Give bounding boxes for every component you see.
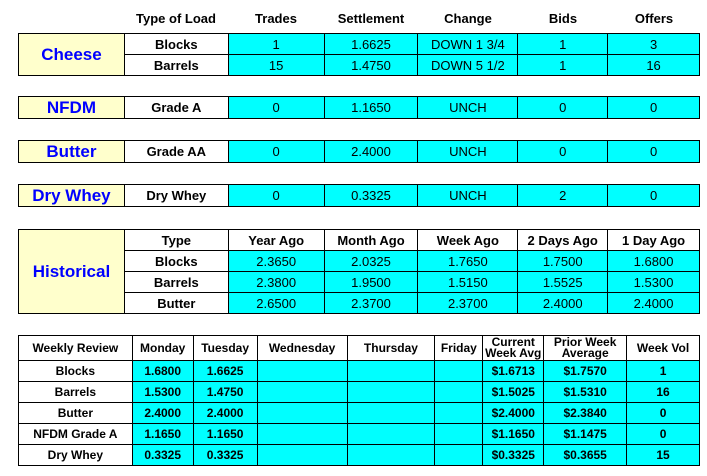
bids-value: 1 bbox=[518, 55, 608, 76]
col-header: 1 Day Ago bbox=[608, 230, 700, 251]
value-cell: 1.5300 bbox=[608, 272, 700, 293]
nfdm-row bbox=[19, 97, 700, 119]
value-cell: 2.3650 bbox=[228, 251, 324, 272]
settlement-value: 1.1650 bbox=[324, 97, 418, 119]
value-cell bbox=[347, 403, 435, 424]
type-cell: Blocks bbox=[124, 251, 228, 272]
load-type: Blocks bbox=[124, 34, 228, 55]
value-cell bbox=[435, 424, 483, 445]
change-value: DOWN 5 1/2 bbox=[418, 55, 518, 76]
value-cell: 1.6625 bbox=[193, 361, 257, 382]
change-value: UNCH bbox=[418, 141, 518, 163]
trades-value: 15 bbox=[228, 55, 324, 76]
weekly-row-barrels bbox=[19, 382, 700, 403]
col-header: Month Ago bbox=[324, 230, 418, 251]
col-header: Monday bbox=[132, 336, 193, 361]
value-cell: 1.1650 bbox=[193, 424, 257, 445]
header-trades: Trades bbox=[255, 11, 297, 26]
butter-table bbox=[18, 140, 700, 163]
change-value: UNCH bbox=[418, 97, 518, 119]
header-bids: Bids bbox=[548, 11, 578, 26]
type-cell: Barrels bbox=[124, 272, 228, 293]
value-cell: 2.4000 bbox=[193, 403, 257, 424]
value-cell: $1.5025 bbox=[483, 382, 544, 403]
value-cell: 1 bbox=[627, 361, 700, 382]
col-header: Year Ago bbox=[228, 230, 324, 251]
col-header: 2 Days Ago bbox=[518, 230, 608, 251]
col-header: Tuesday bbox=[193, 336, 257, 361]
trades-value: 0 bbox=[228, 97, 324, 119]
value-cell: 1.6800 bbox=[608, 251, 700, 272]
drywhey-label: Dry Whey bbox=[19, 185, 125, 207]
value-cell: 2.6500 bbox=[228, 293, 324, 314]
cheese-table bbox=[18, 33, 700, 76]
value-cell: $1.1650 bbox=[483, 424, 544, 445]
bids-value: 2 bbox=[518, 185, 608, 207]
historical-label: Historical bbox=[19, 230, 125, 314]
weekly-row-butter bbox=[19, 403, 700, 424]
historical-table bbox=[18, 229, 700, 314]
value-cell bbox=[347, 424, 435, 445]
value-cell: $1.5310 bbox=[544, 382, 627, 403]
col-header: Week Ago bbox=[418, 230, 518, 251]
product-cell: Butter bbox=[19, 403, 133, 424]
offers-value: 0 bbox=[608, 141, 700, 163]
value-cell: 1.7500 bbox=[518, 251, 608, 272]
change-value: UNCH bbox=[418, 185, 518, 207]
settlement-value: 2.4000 bbox=[324, 141, 418, 163]
value-cell: $0.3655 bbox=[544, 445, 627, 466]
weekly-row-drywhey bbox=[19, 445, 700, 466]
cheese-row-blocks bbox=[19, 34, 700, 55]
weekly-header-row bbox=[19, 336, 700, 361]
offers-value: 3 bbox=[608, 34, 700, 55]
value-cell: $2.3840 bbox=[544, 403, 627, 424]
weekly-review-table bbox=[18, 335, 700, 466]
load-type: Barrels bbox=[124, 55, 228, 76]
nfdm-label: NFDM bbox=[19, 97, 125, 119]
cheese-label: Cheese bbox=[19, 34, 125, 76]
historical-header-row bbox=[19, 230, 700, 251]
value-cell bbox=[347, 361, 435, 382]
header-offers: Offers bbox=[634, 11, 674, 26]
load-type: Grade A bbox=[124, 97, 228, 119]
value-cell: 1.4750 bbox=[193, 382, 257, 403]
change-value: DOWN 1 3/4 bbox=[418, 34, 518, 55]
value-cell: $2.4000 bbox=[483, 403, 544, 424]
value-cell bbox=[257, 361, 347, 382]
value-cell: 1.1650 bbox=[132, 424, 193, 445]
drywhey-row bbox=[19, 185, 700, 207]
drywhey-table bbox=[18, 184, 700, 207]
trades-value: 1 bbox=[228, 34, 324, 55]
col-header: Current Week Avg bbox=[483, 336, 544, 361]
col-header: Prior Week Average bbox=[544, 336, 627, 361]
col-header: Wednesday bbox=[257, 336, 347, 361]
header-type-of-load: Type of Load bbox=[136, 11, 216, 26]
value-cell: $1.1475 bbox=[544, 424, 627, 445]
value-cell bbox=[257, 403, 347, 424]
product-cell: Barrels bbox=[19, 382, 133, 403]
load-type: Dry Whey bbox=[124, 185, 228, 207]
value-cell: 2.0325 bbox=[324, 251, 418, 272]
trades-value: 0 bbox=[228, 185, 324, 207]
offers-value: 0 bbox=[608, 185, 700, 207]
value-cell: 2.4000 bbox=[132, 403, 193, 424]
product-cell: NFDM Grade A bbox=[19, 424, 133, 445]
trades-value: 0 bbox=[228, 141, 324, 163]
value-cell: 1.5525 bbox=[518, 272, 608, 293]
load-type: Grade AA bbox=[124, 141, 228, 163]
value-cell: 0.3325 bbox=[193, 445, 257, 466]
settlement-value: 1.4750 bbox=[324, 55, 418, 76]
product-cell: Blocks bbox=[19, 361, 133, 382]
col-header: Week Vol bbox=[627, 336, 700, 361]
value-cell: 16 bbox=[627, 382, 700, 403]
bids-value: 1 bbox=[518, 34, 608, 55]
butter-label: Butter bbox=[19, 141, 125, 163]
value-cell: 1.9500 bbox=[324, 272, 418, 293]
weekly-row-blocks bbox=[19, 361, 700, 382]
value-cell bbox=[257, 424, 347, 445]
value-cell: $1.7570 bbox=[544, 361, 627, 382]
value-cell bbox=[435, 382, 483, 403]
col-header: Thursday bbox=[347, 336, 435, 361]
settlement-value: 1.6625 bbox=[324, 34, 418, 55]
value-cell: 15 bbox=[627, 445, 700, 466]
value-cell: 0 bbox=[627, 424, 700, 445]
bids-value: 0 bbox=[518, 97, 608, 119]
value-cell bbox=[347, 445, 435, 466]
type-cell: Butter bbox=[124, 293, 228, 314]
col-header: Friday bbox=[435, 336, 483, 361]
value-cell: 1.5300 bbox=[132, 382, 193, 403]
value-cell bbox=[435, 403, 483, 424]
offers-value: 0 bbox=[608, 97, 700, 119]
value-cell: 0 bbox=[627, 403, 700, 424]
value-cell: $1.6713 bbox=[483, 361, 544, 382]
col-header: Weekly Review bbox=[19, 336, 133, 361]
value-cell: 2.3700 bbox=[418, 293, 518, 314]
value-cell: 1.6800 bbox=[132, 361, 193, 382]
value-cell: 2.4000 bbox=[608, 293, 700, 314]
product-cell: Dry Whey bbox=[19, 445, 133, 466]
offers-value: 16 bbox=[608, 55, 700, 76]
col-header: Type bbox=[124, 230, 228, 251]
bids-value: 0 bbox=[518, 141, 608, 163]
header-settlement: Settlement bbox=[337, 11, 405, 26]
value-cell bbox=[347, 382, 435, 403]
value-cell: 2.3700 bbox=[324, 293, 418, 314]
value-cell: 2.4000 bbox=[518, 293, 608, 314]
nfdm-table bbox=[18, 96, 700, 119]
value-cell bbox=[435, 361, 483, 382]
settlement-value: 0.3325 bbox=[324, 185, 418, 207]
header-change: Change bbox=[444, 11, 492, 26]
value-cell: $0.3325 bbox=[483, 445, 544, 466]
value-cell: 1.5150 bbox=[418, 272, 518, 293]
value-cell bbox=[257, 382, 347, 403]
value-cell bbox=[257, 445, 347, 466]
weekly-row-nfdm bbox=[19, 424, 700, 445]
value-cell: 1.7650 bbox=[418, 251, 518, 272]
value-cell: 2.3800 bbox=[228, 272, 324, 293]
value-cell bbox=[435, 445, 483, 466]
butter-row bbox=[19, 141, 700, 163]
value-cell: 0.3325 bbox=[132, 445, 193, 466]
